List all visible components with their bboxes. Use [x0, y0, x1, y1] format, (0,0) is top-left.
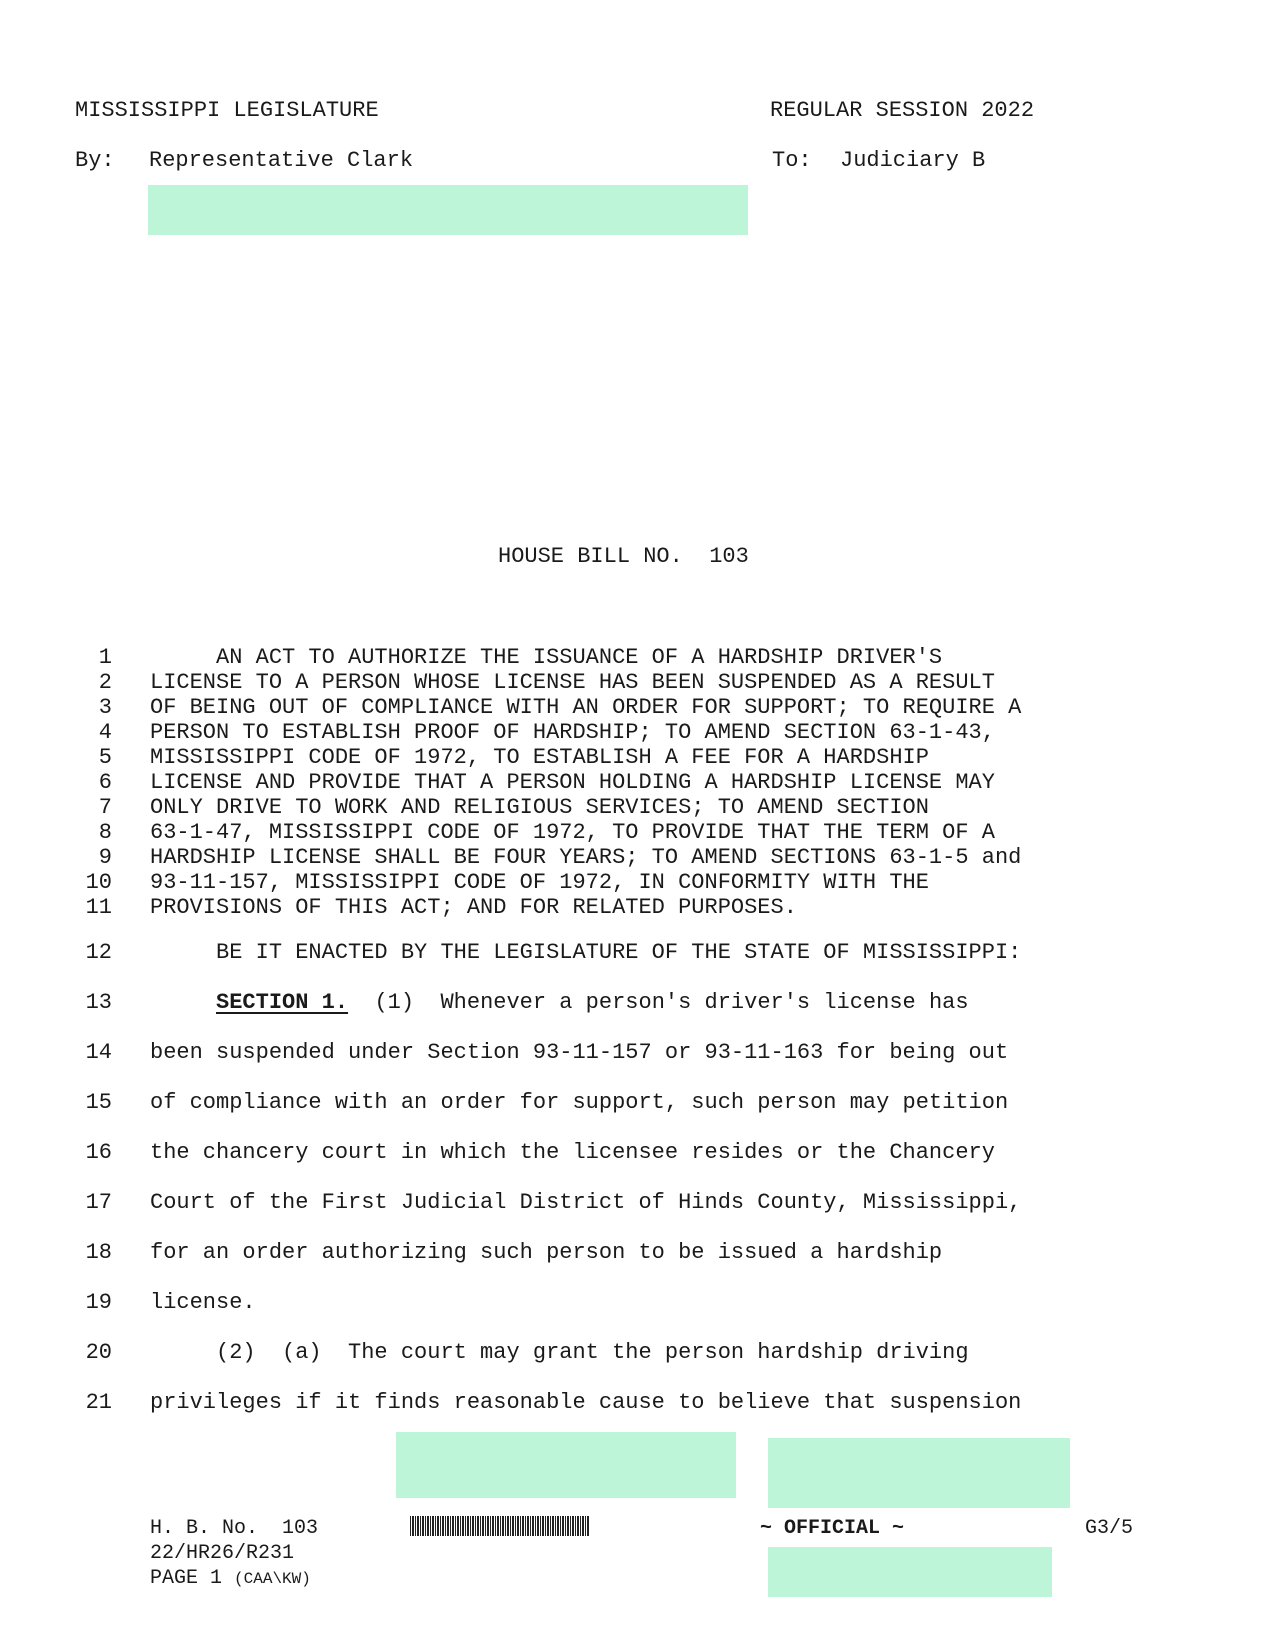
line-number: 12: [85, 940, 112, 965]
act-line: LICENSE AND PROVIDE THAT A PERSON HOLDING A HARDSHIP LICENSE MAY: [150, 770, 995, 795]
act-line: PROVISIONS OF THIS ACT; AND FOR RELATED PURPOSES.: [150, 895, 797, 920]
official-mark: ~ OFFICIAL ~: [760, 1517, 905, 1540]
line-number: 9: [98, 845, 112, 870]
act-line: HARDSHIP LICENSE SHALL BE FOUR YEARS; TO AMEND SECTIONS 63-1-5 and: [150, 845, 1022, 870]
sponsor-name: Representative Clark: [149, 148, 414, 173]
line-number: 2: [98, 670, 112, 695]
line-number: 13: [85, 990, 112, 1015]
line-number: 6: [98, 770, 112, 795]
footer-page: [150, 1567, 311, 1590]
line-number: 4: [98, 720, 112, 745]
page-number: PAGE 1: [150, 1567, 223, 1590]
line-number: 19: [85, 1290, 112, 1315]
act-line: PERSON TO ESTABLISH PROOF OF HARDSHIP; TO AMEND SECTION 63-1-43,: [150, 720, 995, 745]
body-line: of compliance with an order for support, such person may petition: [150, 1090, 1009, 1115]
redaction-box: [768, 1547, 1052, 1597]
act-line: ONLY DRIVE TO WORK AND RELIGIOUS SERVICES; TO AMEND SECTION: [150, 795, 929, 820]
act-line: 63-1-47, MISSISSIPPI CODE OF 1972, TO PROVIDE THAT THE TERM OF A: [150, 820, 995, 845]
committee-name: Judiciary B: [840, 148, 986, 173]
line-number: 10: [85, 870, 112, 895]
line-number: 5: [98, 745, 112, 770]
redaction-box: [148, 185, 748, 235]
body-line: the chancery court in which the licensee resides or the Chancery: [150, 1140, 995, 1165]
line-number: 17: [85, 1190, 112, 1215]
act-line: AN ACT TO AUTHORIZE THE ISSUANCE OF A HARDSHIP DRIVER'S: [150, 645, 943, 670]
footer-tag: G3/5: [1085, 1517, 1134, 1540]
body-line: (2) (a) The court may grant the person hardship driving: [150, 1340, 969, 1365]
redaction-box: [768, 1438, 1070, 1508]
footer-code: 22/HR26/R231: [150, 1542, 295, 1565]
line-number: 1: [98, 645, 112, 670]
section-line: [150, 990, 969, 1015]
redaction-box: [396, 1432, 736, 1498]
drafter-initials: (CAA\KW): [234, 1570, 311, 1588]
line-number: 21: [85, 1390, 112, 1415]
line-number: 16: [85, 1140, 112, 1165]
line-number: 11: [85, 895, 112, 920]
act-line: 93-11-157, MISSISSIPPI CODE OF 1972, IN CONFORMITY WITH THE: [150, 870, 929, 895]
line-number: 8: [98, 820, 112, 845]
body-line: for an order authorizing such person to be issued a hardship: [150, 1240, 943, 1265]
body-line: Court of the First Judicial District of Hinds County, Mississippi,: [150, 1190, 1022, 1215]
body-line: license.: [150, 1290, 256, 1315]
body-line: privileges if it finds reasonable cause to believe that suspension: [150, 1390, 1022, 1415]
body-line: been suspended under Section 93-11-157 or 93-11-163 for being out: [150, 1040, 1009, 1065]
act-line: LICENSE TO A PERSON WHOSE LICENSE HAS BEEN SUSPENDED AS A RESULT: [150, 670, 995, 695]
line-number: 7: [98, 795, 112, 820]
line-number: 15: [85, 1090, 112, 1115]
line-number: 20: [85, 1340, 112, 1365]
act-line: MISSISSIPPI CODE OF 1972, TO ESTABLISH A FEE FOR A HARDSHIP: [150, 745, 929, 770]
line-number: 18: [85, 1240, 112, 1265]
legislature-heading: MISSISSIPPI LEGISLATURE: [75, 98, 379, 123]
line-number: 3: [98, 695, 112, 720]
to-label: To:: [772, 148, 812, 173]
by-label: By:: [75, 148, 115, 173]
section-text: (1) Whenever a person's driver's license has: [348, 990, 969, 1015]
line-number: 14: [85, 1040, 112, 1065]
bill-title: HOUSE BILL NO. 103: [498, 544, 749, 569]
session-heading: REGULAR SESSION 2022: [770, 98, 1035, 123]
section-heading: SECTION 1.: [216, 990, 349, 1015]
barcode-icon: [410, 1516, 590, 1536]
enacting-clause: BE IT ENACTED BY THE LEGISLATURE OF THE STATE OF MISSISSIPPI:: [150, 940, 1022, 965]
footer-bill-number: H. B. No. 103: [150, 1517, 319, 1540]
act-line: OF BEING OUT OF COMPLIANCE WITH AN ORDER FOR SUPPORT; TO REQUIRE A: [150, 695, 1022, 720]
